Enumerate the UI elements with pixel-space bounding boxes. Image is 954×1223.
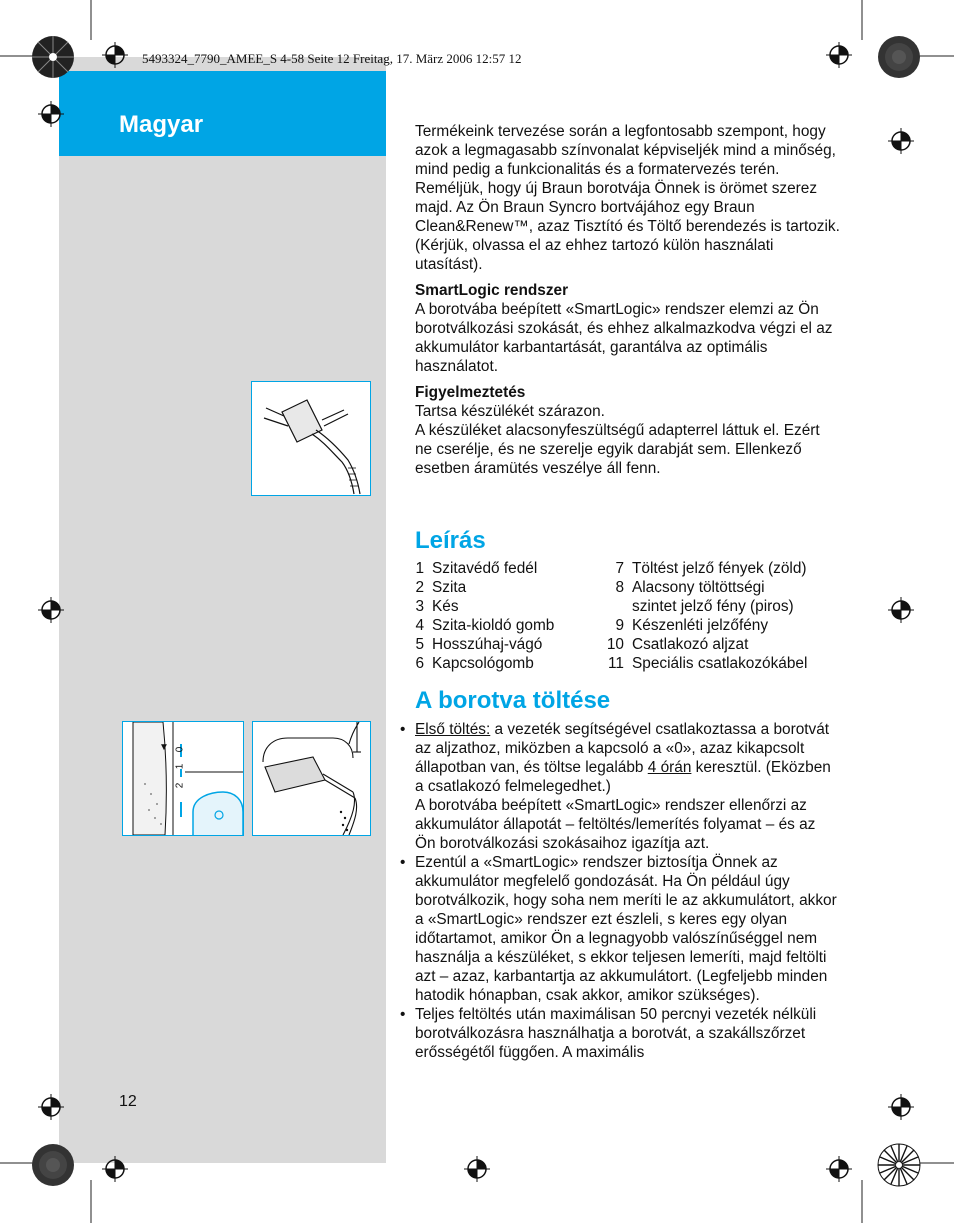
list-item — [400, 853, 837, 1005]
item-number: 9 — [615, 617, 624, 634]
list-item — [600, 654, 840, 673]
item-label: Töltést jelző fények (zöld) — [632, 560, 807, 577]
sunburst-calibration-icon — [876, 1142, 922, 1188]
dark-calibration-disc-icon — [30, 34, 76, 80]
item-label: Kapcsológomb — [432, 655, 534, 672]
list-item — [415, 597, 605, 616]
item-number: 2 — [415, 579, 424, 596]
registration-mark-icon — [38, 1094, 64, 1120]
description-title: Leírás — [415, 527, 486, 554]
switch-position-1: 1 — [174, 763, 186, 770]
description-list-right — [600, 559, 840, 673]
charging-bullets — [400, 720, 837, 1062]
bullet-text: Ezentúl a «SmartLogic» rendszer biztosítja Önnek az akkumulátor megfelelő gondozását. Ha Ön például úgy borotválkozik, hogy soha nem meríti le az akkumulátort, akkor a «SmartLogic» rendszer ezt észleli, s keres egy olyan időtartamot, amikor Ön a legnagyobb valószínűséggel nem használja a készüléket, s ekkor teljesen lemeríti, majd feltölti azt – azaz, karbantartja az akkumulátort. (Legfeljebb minden hatodik hónapban, csak akkor, amikor szükséges). — [415, 854, 837, 1004]
list-item — [415, 616, 605, 635]
first-charge-label: Első töltés: — [415, 721, 491, 738]
registration-mark-icon — [464, 1156, 490, 1182]
socket-plug-drawing-icon — [253, 722, 370, 835]
charging-socket-illustration — [252, 721, 371, 836]
switch-position-0: 0 — [174, 746, 186, 753]
list-item — [600, 635, 840, 654]
switch-position-2: 2 — [174, 782, 186, 789]
registration-mark-icon — [38, 101, 64, 127]
registration-mark-icon — [888, 128, 914, 154]
registration-mark-icon — [102, 42, 128, 68]
list-item — [600, 559, 840, 578]
item-label: Szita-kioldó gomb — [432, 617, 555, 634]
list-item — [415, 559, 605, 578]
plug-drawing-icon — [252, 382, 370, 495]
charging-title: A borotva töltése — [415, 687, 611, 714]
item-label: Kés — [432, 598, 459, 615]
list-item — [415, 654, 605, 673]
item-number: 8 — [615, 579, 624, 596]
intro-paragraph: Termékeink tervezése során a legfontosabb szempont, hogy azok a legmagasabb színvonalat képviseljék mind a minőség, mind pedig a funkcionalitás és a formatervezés terén. Reméljük, hogy új Braun borotvája Önnek is örömet szerez majd. Az Ön Braun Syncro bortvájához egy Braun Clean&Renew™, azaz Tisztító és Töltő berendezés is tartozik. (Kérjük, olvassa el az ehhez tartozó külön használati utasítást). — [415, 123, 840, 273]
item-label: Szita — [432, 579, 467, 596]
bullet-text: Teljes feltöltés után maximálisan 50 percnyi vezeték nélküli borotválkozásra használhatja a borotvát, a szakállszőrzet erősségétől függően. A maximális — [415, 1006, 817, 1061]
language-title: Magyar — [119, 111, 204, 138]
bullet-icon: • — [400, 721, 406, 738]
registration-mark-icon — [826, 1156, 852, 1182]
print-header-line: 5493324_7790_AMEE_S 4-58 Seite 12 Freitag, 17. März 2006 12:57 12 — [142, 51, 522, 66]
first-charge-text-b: keresztül. (Eközben a csatlakozó felmelegedhet.) — [415, 759, 831, 795]
first-charge-text-c: A borotvába beépített «SmartLogic» rendszer ellenőrzi az akkumulátor állapotát – feltöltés/lemerítés folyamat – és az Ön borotválkozási szokásaihoz igazítja azt. — [415, 797, 816, 852]
shaver-switch-illustration — [122, 721, 244, 836]
list-item-continuation — [600, 597, 840, 616]
list-item — [415, 635, 605, 654]
shaver-body-drawing-icon — [123, 722, 243, 835]
warning-text: A készüléket alacsonyfeszültségű adapterrel láttuk el. Ezért ne cserélje, és ne szerelje egyik darabját sem. Ellenkező esetben áramütés veszélye áll fenn. — [415, 422, 820, 477]
intro-section — [415, 122, 840, 478]
bullet-icon: • — [400, 854, 406, 871]
switch-arrow-icon: ▼ — [159, 742, 169, 753]
warning-heading: Figyelmeztetés — [415, 384, 526, 401]
item-label: Szitavédő fedél — [432, 560, 538, 577]
dark-calibration-disc-icon — [30, 1142, 76, 1188]
item-label: Speciális csatlakozókábel — [632, 655, 808, 672]
smartlogic-heading: SmartLogic rendszer — [415, 282, 569, 299]
list-item — [400, 720, 837, 853]
page-number: 12 — [119, 1093, 137, 1110]
registration-mark-icon — [888, 1094, 914, 1120]
item-label: Csatlakozó aljzat — [632, 636, 749, 653]
item-label: Hosszúhaj-vágó — [432, 636, 543, 653]
item-label: Alacsony töltöttségi — [632, 579, 765, 596]
plug-illustration — [251, 381, 371, 496]
item-number: 4 — [415, 617, 424, 634]
list-item — [400, 1005, 837, 1062]
registration-mark-icon — [38, 597, 64, 623]
hours-value: 4 órán — [647, 759, 692, 776]
warning-line: Tartsa készülékét szárazon. — [415, 403, 605, 420]
smartlogic-text: A borotvába beépített «SmartLogic» rendszer elemzi az Ön borotválkozási szokását, és ehhez alkalmazkodva végzi el az akkumulátor karbantartását, garantálva az optimális használatot. — [415, 301, 833, 375]
list-item — [600, 616, 840, 635]
item-number: 6 — [415, 655, 424, 672]
item-label: Készenléti jelzőfény — [632, 617, 769, 634]
registration-mark-icon — [888, 597, 914, 623]
list-item — [600, 578, 840, 597]
item-number: 5 — [415, 636, 424, 653]
item-number: 1 — [415, 560, 424, 577]
first-charge-text-a: a vezeték segítségével csatlakoztassa a borotvát az aljzathoz, miközben a kapcsoló a «0», azaz kikapcsolt állapotban van, és töltse legalább — [415, 721, 830, 776]
list-item — [415, 578, 605, 597]
item-label: szintet jelző fény (piros) — [632, 598, 794, 615]
registration-mark-icon — [826, 42, 852, 68]
bullet-icon: • — [400, 1006, 406, 1023]
item-number: 11 — [608, 655, 624, 672]
item-number: 3 — [415, 598, 424, 615]
item-number: 7 — [615, 560, 624, 577]
description-list-left — [415, 559, 605, 673]
registration-mark-icon — [102, 1156, 128, 1182]
item-number: 10 — [606, 636, 624, 653]
dark-calibration-disc-icon — [876, 34, 922, 80]
